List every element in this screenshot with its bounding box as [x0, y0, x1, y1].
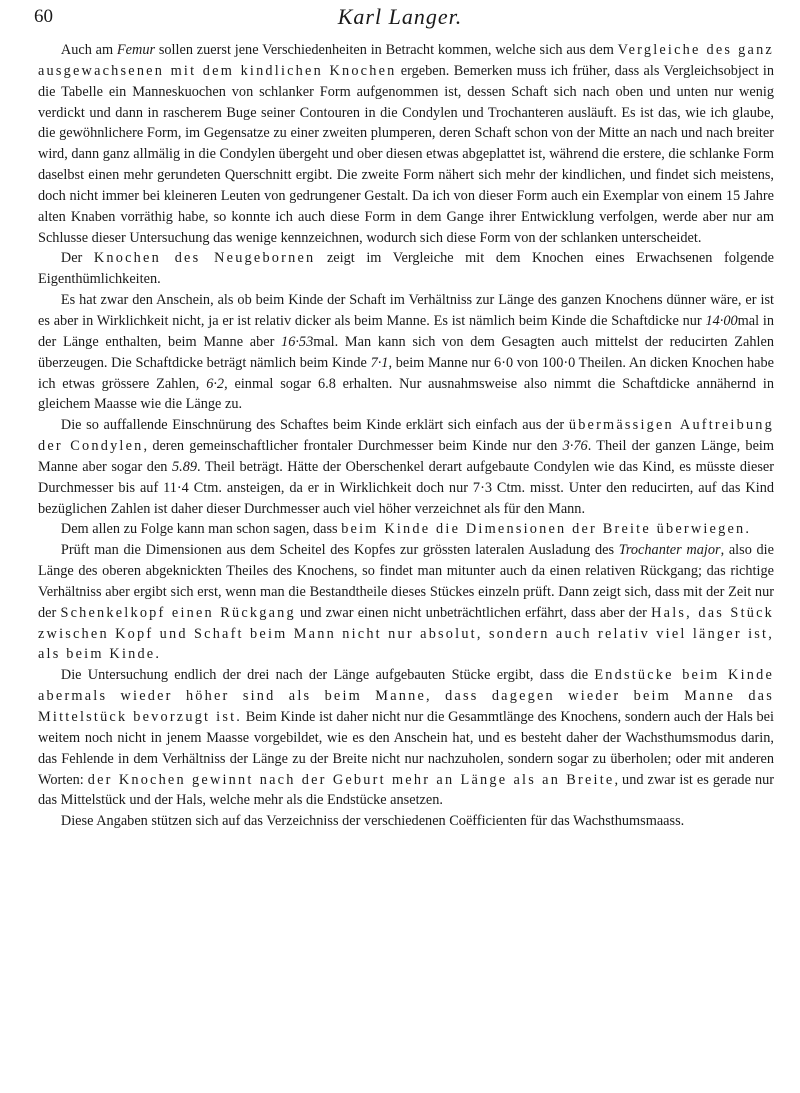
italic-text: Trochanter major [618, 542, 721, 559]
text-run: , also die Länge des oberen abgeknickten Theiles des Knochens, so findet man mitunter auch da einen relativen Rückgang; das richtige Verhältniss aber ergibt sich erst, wenn man die Bestandtheile dieses Stückes einzeln prüft. Dann zeigt sich, dass mit der Zeit nur der [38, 542, 774, 621]
paragraph [38, 540, 774, 665]
spaced-emphasis-text: Vergleiche des ganz ausgewachsenen mit dem kindlichen Knochen [38, 42, 774, 79]
page-header [0, 6, 800, 32]
body-text [38, 40, 774, 832]
spaced-emphasis-text: Hals, das Stück zwischen Kopf und Schaft beim Mann nicht nur absolut, sondern auch relativ viel länger ist, als beim Kinde. [38, 604, 774, 663]
spaced-emphasis-text: Knochen des Neugebornen [93, 250, 316, 267]
text-run: . Theil beträgt. Hätte der Oberschenkel derart aufgebaute Condylen wie das Kind, es müsste dieser Durchmesser bis auf 11·4 Ctm. ansteigen, da er in Wirklichkeit doch nur 7·3 Ctm. misst. Unter den reducirten, auf das Kind bezüglichen Zahlen ist daher dieser Durchmesser auch viel höher verzeichnet als für den Mann. [38, 458, 774, 517]
spaced-emphasis-text: beim Kinde die Dimensionen der Breite überwiegen. [341, 521, 752, 538]
spaced-emphasis-text: Endstücke beim Kinde abermals wieder höher sind als beim Manne, dass dagegen wieder beim Manne das Mittelstück bevorzugt ist. [38, 667, 774, 725]
paragraph [38, 290, 774, 415]
paragraph [38, 415, 774, 519]
text-run: , beim Manne nur 6·0 von 100·0 Theilen. An dicken Knochen habe ich etwas grössere Zahlen, [38, 354, 774, 392]
text-run: mal in der Länge enthalten, beim Manne aber [38, 312, 775, 350]
italic-text: 16·53 [281, 333, 314, 350]
paragraph [38, 248, 774, 290]
text-run: . Theil der ganzen Länge, beim Manne aber sogar den [38, 438, 775, 475]
text-run: , einmal sogar 6.8 erhalten. Nur ausnahmsweise also nimmt die Schaftdicke annähernd in gleichem Maasse wie die Länge zu. [38, 375, 774, 413]
text-run: , deren gemeinschaftlicher frontaler Durchmesser beim Kinde nur den [143, 438, 563, 455]
spaced-emphasis-text: Schenkelkopf einen Rückgang [60, 604, 296, 621]
italic-text: 7·1 [370, 354, 389, 371]
paragraph [38, 811, 774, 832]
text-run: , und zwar ist es gerade nur das Mittelstück und der Hals, welche mehr als die Endstücke ansetzen. [38, 771, 775, 809]
text-run: Auch am [60, 42, 117, 58]
text-run: Die Untersuchung endlich der drei nach der Länge aufgebauten Stücke ergibt, dass die [60, 667, 595, 684]
italic-text: 5.89 [171, 458, 197, 475]
paragraph [38, 665, 774, 811]
spaced-emphasis-text: der Knochen gewinnt nach der Geburt mehr an Länge als an Breite [87, 771, 615, 788]
spaced-emphasis-text: übermässigen Auftreibung der Condylen [38, 417, 774, 455]
italic-text: Femur [116, 42, 156, 58]
text-run: sollen zuerst jene Verschiedenheiten in Betracht kommen, welche sich aus dem [155, 42, 618, 58]
text-run: Beim Kinde ist daher nicht nur die Gesammtlänge des Knochens, sondern auch der Hals bei weitem noch nicht in jenem Maasse vorgebildet, wie es den Anschein hat, und es besteht daher der Wachsthumsmodus darin, das Fehlende in dem Verhältniss der Länge zu der Breite nicht nur nachzuholen, sondern sogar zu überholen; oder mit anderen Worten: [38, 709, 774, 788]
text-run: Dem allen zu Folge kann man schon sagen, dass [60, 521, 342, 538]
text-run: mal. Man kann sich von dem Gesagten auch mittelst der reducirten Zahlen überzeugen. Die Schaftdicke beträgt nämlich beim Kinde [38, 333, 774, 371]
text-run: zeigt im Vergleiche mit dem Knochen eines Erwachsenen folgende Eigenthümlichkeiten. [38, 250, 774, 288]
text-run: Es hat zwar den Anschein, als ob beim Kinde der Schaft im Verhältniss zur Länge des ganzen Knochens dünner wäre, er ist es aber in Wirklichkeit nicht, ja er ist relativ dicker als beim Manne. Es ist nämlich beim Kinde die Schaftdicke nur [38, 292, 774, 329]
text-run: Prüft man die Dimensionen aus dem Scheitel des Kopfes zur grössten lateralen Ausladung des [60, 542, 619, 559]
text-run: Die so auffallende Einschnürung des Schaftes beim Kinde erklärt sich einfach aus der [60, 417, 569, 434]
text-run: ergeben. Bemerken muss ich früher, dass als Vergleichsobject in die Tabelle ein Manneskuochen von schlanker Form aufgenommen ist, dessen Schaft sich nach oben und unten nur wenig verdickt und dann in rascherem Buge seiner Contouren in die Condylen und Trochanteren ausläuft. Es ist das, wie ich glaube, die gewöhnlichere Form, im Gegensatze zu einer zweiten plumperen, deren Schaft schon von der Mitte an nach und nach breiter wird, dann ganz allmälig in die Condylen übergeht und ober diesen etwas abgeplattet ist, während die erstere, die schlanke Form daselbst einen mehr gerundeten Querschnitt ergibt. Die zweite Form nähert sich mehr der kindlichen, und findet sich meistens, doch nicht immer bei kleineren Leuten von gedrungener Gestalt. Da ich von dieser Form auch ein Exemplar von einem 15 Jahre alten Knaben vorräthig habe, so konnte ich auch diese Form in dem Gange ihrer Entwicklung verfolgen, werde aber nur am Schlusse dieser Untersuchung das wenige kennzeichnen, wodurch sich diese Form von der schlanken unterscheidet. [38, 62, 774, 246]
paragraph [38, 519, 774, 540]
text-run: und zwar einen nicht unbeträchtlichen erfährt, dass aber der [295, 604, 652, 621]
italic-text: 6·2 [206, 375, 225, 392]
text-run: Diese Angaben stützen sich auf das Verzeichniss der verschiedenen Coëfficienten für das Wachsthumsmaass. [60, 813, 685, 830]
running-title: Karl Langer. [337, 4, 463, 29]
paragraph [38, 40, 774, 248]
italic-text: 3·76 [562, 438, 588, 455]
page-number: 60 [34, 6, 53, 27]
italic-text: 14·00 [705, 312, 738, 329]
text-run: Der [60, 250, 94, 267]
